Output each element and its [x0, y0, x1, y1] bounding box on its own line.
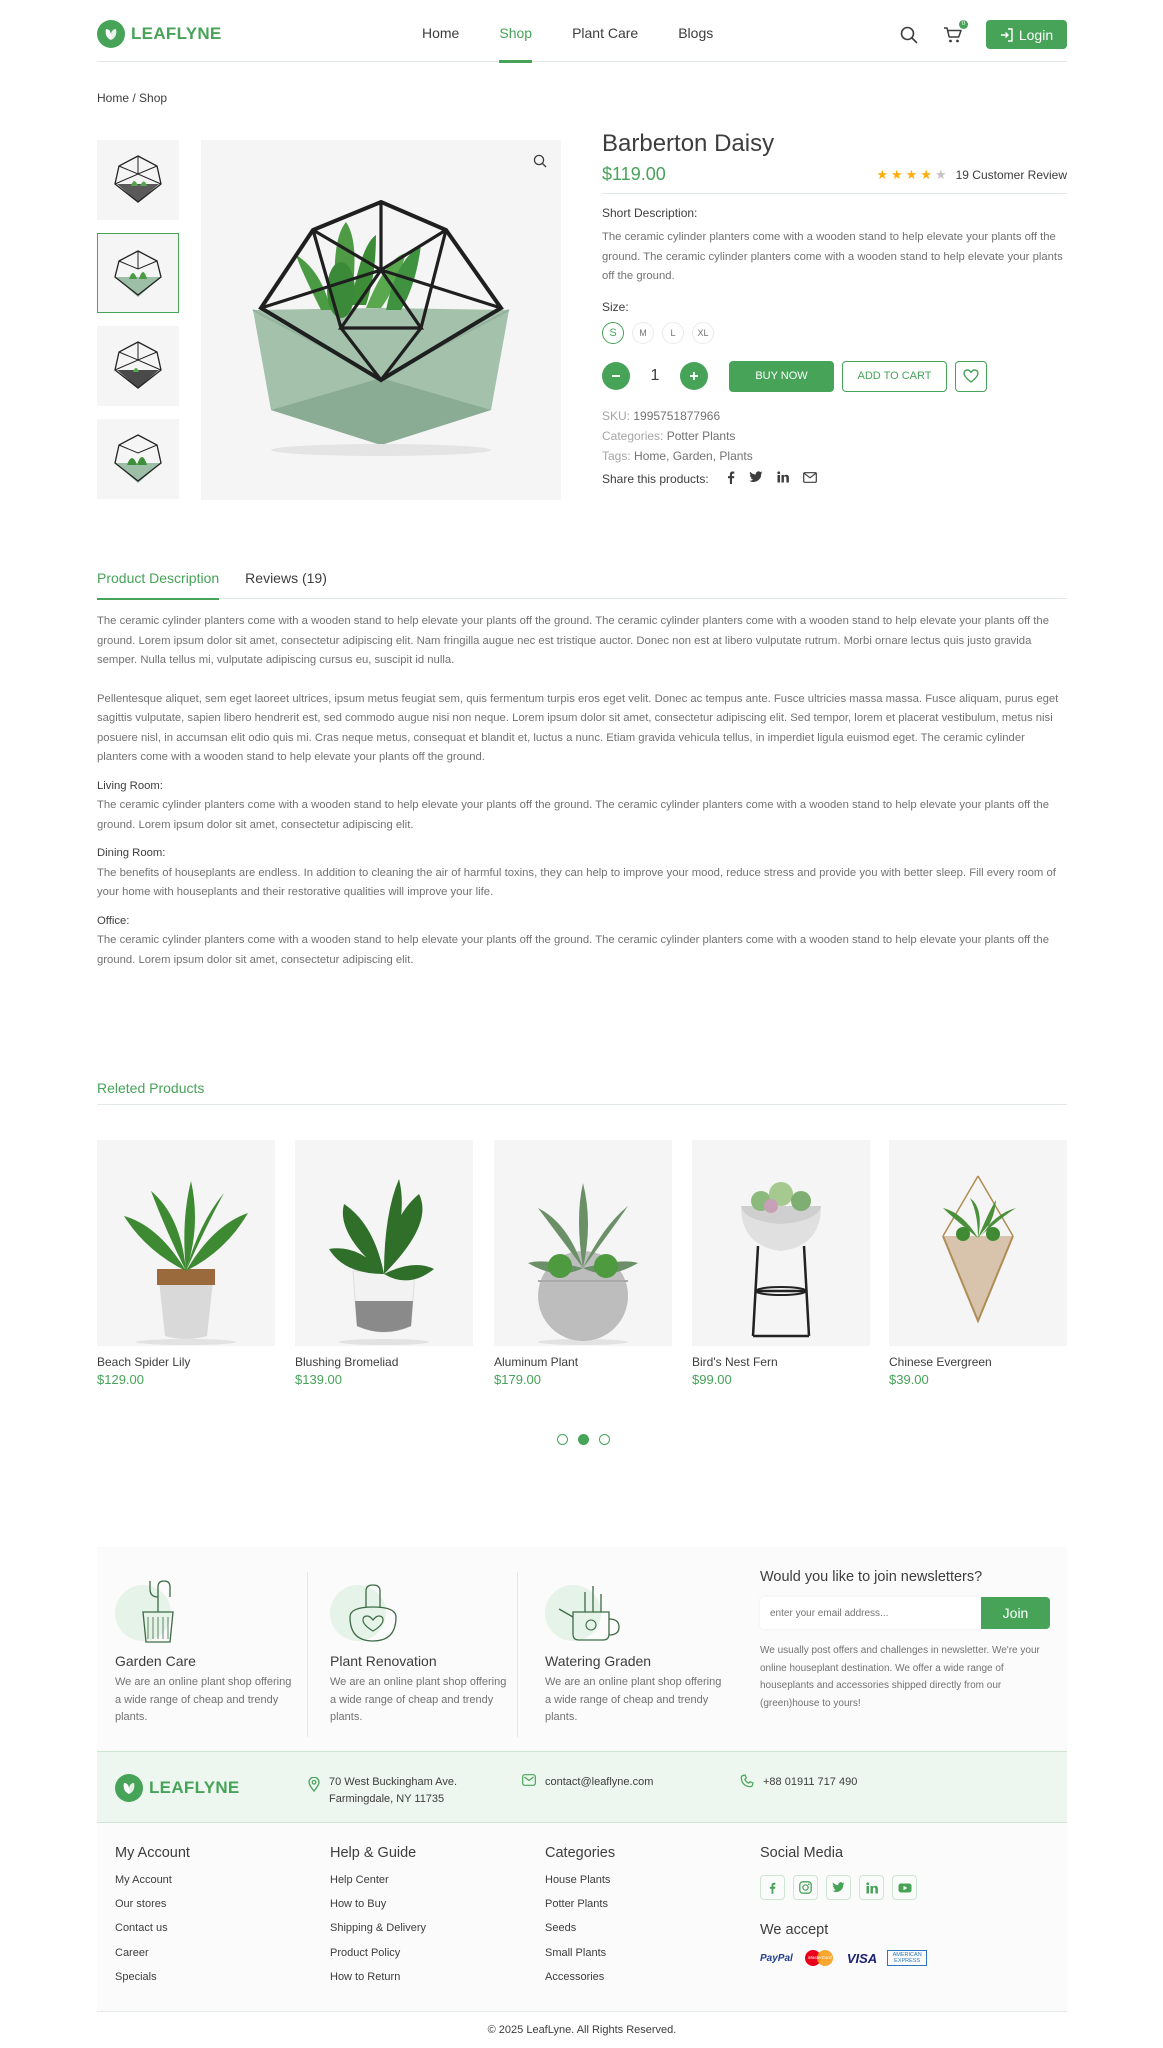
login-label: Login [1018, 26, 1054, 43]
size-option-s[interactable]: S [602, 322, 624, 344]
footer-col-help-guide [330, 1845, 426, 1989]
related-product-image [97, 1140, 275, 1346]
feature-desc: We are an online plant shop offering a wide range of cheap and trendy plants. [545, 1676, 722, 1723]
related-product-name[interactable]: Aluminum Plant [494, 1355, 579, 1369]
gallery-thumb-1[interactable] [97, 140, 179, 220]
feature-desc: We are an online plant shop offering a wide range of cheap and trendy plants. [330, 1676, 507, 1723]
office-heading: Office: [97, 914, 130, 927]
related-product-image [295, 1140, 473, 1346]
footer-link[interactable]: Potter Plants [545, 1898, 608, 1911]
categories-label: Categories: [602, 428, 664, 443]
visa-logo: VISA [846, 1950, 878, 1966]
breadcrumb: Home / Shop [97, 91, 168, 105]
short-description: The ceramic cylinder planters come with a wooden stand to help elevate your plants off the ground. The ceramic cylinder planters come with a wooden stand to help elevate your plants off the ground. [602, 231, 1063, 283]
location-icon [308, 1777, 320, 1792]
carousel-dot-3[interactable] [599, 1434, 610, 1445]
brand-logo[interactable] [97, 20, 222, 48]
gallery-thumb-4[interactable] [97, 419, 179, 499]
related-products-title: Releted Products [97, 1080, 205, 1096]
payment-methods [760, 1948, 927, 1968]
heart-pot-icon [330, 1567, 410, 1647]
product-info [602, 130, 1067, 487]
related-product-name[interactable]: Chinese Evergreen [889, 1355, 992, 1369]
sku-value: 1995751877966 [633, 408, 721, 423]
sku-label: SKU: [602, 408, 631, 423]
related-product-card[interactable] [889, 1140, 1067, 1387]
share-label: Share this products: [602, 471, 709, 486]
social-media-title: Social Media [760, 1845, 844, 1861]
star-icon: ★ [876, 166, 888, 182]
twitter-icon[interactable] [826, 1875, 851, 1900]
related-product-image [692, 1140, 870, 1346]
newsletter-join-button[interactable]: Join [981, 1597, 1050, 1629]
twitter-icon[interactable] [749, 471, 763, 486]
site-header [97, 0, 1067, 62]
footer-link[interactable]: How to Return [330, 1970, 401, 1983]
tab-product-description[interactable]: Product Description [97, 570, 219, 599]
carousel-dot-2[interactable] [578, 1434, 589, 1445]
size-label: Size: [602, 299, 629, 314]
product-price: $119.00 [602, 164, 666, 184]
carousel-dot-1[interactable] [557, 1434, 568, 1445]
feature-watering-garden [545, 1567, 725, 1727]
nav-blogs[interactable]: Blogs [678, 25, 714, 41]
footer-link[interactable]: Shipping & Delivery [330, 1922, 426, 1935]
feature-title: Garden Care [115, 1653, 196, 1669]
footer-link[interactable]: Contact us [115, 1922, 168, 1935]
cart-count-badge: 0 [959, 20, 968, 29]
newsletter [760, 1569, 1050, 1712]
related-product-card[interactable] [295, 1140, 473, 1387]
footer-link[interactable]: House Plants [545, 1874, 611, 1886]
we-accept-title: We accept [760, 1922, 829, 1938]
footer-link[interactable]: Help Center [330, 1874, 389, 1886]
tags-value[interactable]: Home, Garden, Plants [634, 448, 753, 463]
plus-icon [689, 371, 699, 381]
phone-text: +88 01911 717 490 [763, 1776, 858, 1788]
feature-garden-care [115, 1567, 295, 1727]
nav-shop[interactable]: Shop [479, 0, 552, 62]
login-button[interactable] [986, 20, 1067, 49]
contact-strip [97, 1751, 1067, 1823]
gallery-thumb-3[interactable] [97, 326, 179, 406]
footer-link[interactable]: Accessories [545, 1970, 605, 1983]
sku-row [602, 409, 1067, 423]
related-divider [97, 1104, 1067, 1105]
star-empty-icon: ★ [934, 166, 947, 182]
facebook-icon[interactable] [760, 1875, 785, 1900]
product-title: Barberton Daisy [602, 130, 775, 157]
cactus-pot-icon [115, 1567, 195, 1647]
short-desc-label: Short Description: [602, 206, 698, 220]
wishlist-button[interactable] [955, 361, 987, 392]
size-option-l[interactable]: L [662, 322, 684, 344]
description-paragraph-1: The ceramic cylinder planters come with a wooden stand to help elevate your plants off the ground. The ceramic cylinder planters come with a wooden stand to help elevate your plants off the ground. Lorem ipsum dolor sit amet, consectetur adipiscing elit. Nam fringilla augue nec est tristique auctor. Donec non est at libero vulputate rutrum. Morbi ornare lectus quis justo gravida semper. Nulla tellus mi, vulputate adipiscing cursus eu, suscipit id nulla. [97, 615, 1049, 666]
related-product-price: $179.00 [494, 1372, 541, 1387]
footer-col-title: Categories [545, 1845, 616, 1861]
newsletter-title: Would you like to join newsletters? [760, 1569, 983, 1585]
footer-link[interactable]: My Account [115, 1874, 172, 1886]
contact-phone[interactable] [740, 1774, 857, 1791]
related-product-price: $99.00 [692, 1372, 732, 1387]
star-icon: ★ [905, 166, 918, 182]
cart-icon[interactable] [942, 20, 966, 46]
related-product-card[interactable] [97, 1140, 275, 1387]
mastercard-logo: MasterCard [803, 1948, 837, 1968]
quantity-increase-button[interactable] [680, 362, 708, 390]
product-main-image [201, 140, 561, 500]
description-content [97, 612, 1067, 983]
amex-logo: AMERICAN EXPRESS [887, 1950, 927, 1966]
mail-icon[interactable] [803, 472, 817, 486]
size-option-m[interactable]: M [632, 322, 654, 344]
related-product-card[interactable] [494, 1140, 672, 1387]
footer-link[interactable]: Career [115, 1946, 149, 1959]
tags-row [602, 449, 1067, 463]
contact-email[interactable] [522, 1774, 653, 1791]
footer-link[interactable]: How to Buy [330, 1898, 387, 1911]
feature-plant-renovation [330, 1567, 510, 1727]
related-product-card[interactable] [692, 1140, 870, 1387]
footer-link[interactable]: Product Policy [330, 1946, 401, 1959]
newsletter-email-input[interactable] [760, 1597, 981, 1629]
footer-link[interactable]: Small Plants [545, 1946, 607, 1959]
quantity-value[interactable]: 1 [650, 367, 660, 385]
instagram-icon[interactable] [793, 1875, 818, 1900]
tags-label: Tags: [602, 448, 631, 463]
watering-can-icon [545, 1567, 625, 1647]
main-nav [402, 0, 733, 62]
star-icon: ★ [891, 166, 903, 182]
related-product-image [889, 1140, 1067, 1346]
footer-link[interactable]: Specials [115, 1970, 157, 1983]
linkedin-icon[interactable] [777, 471, 789, 486]
related-product-price: $129.00 [97, 1372, 144, 1387]
categories-value[interactable]: Potter Plants [666, 428, 736, 443]
size-selector [602, 322, 1067, 344]
quantity-decrease-button[interactable] [602, 362, 630, 390]
star-icon: ★ [920, 166, 932, 182]
related-product-name[interactable]: Blushing Bromeliad [295, 1355, 399, 1369]
footer-col-social [760, 1845, 927, 1968]
related-product-price: $139.00 [295, 1372, 342, 1387]
copyright: © 2025 LeafLyne. All Rights Reserved. [97, 2011, 1067, 2036]
leaf-logo-icon [115, 1774, 143, 1802]
related-product-name[interactable]: Bird's Nest Fern [692, 1355, 778, 1369]
terrarium-illustration [201, 140, 561, 500]
nav-home[interactable]: Home [422, 25, 460, 41]
related-product-name[interactable]: Beach Spider Lily [97, 1355, 191, 1369]
heart-icon [963, 369, 979, 383]
leaf-logo-icon [97, 20, 125, 48]
features-section [97, 1547, 1067, 1751]
add-to-cart-button[interactable]: ADD TO CART [842, 361, 947, 392]
feature-title: Watering Graden [545, 1653, 652, 1669]
search-icon[interactable] [898, 24, 920, 46]
product-tabs [97, 570, 1067, 599]
gallery-thumb-2[interactable] [97, 233, 179, 313]
paypal-logo: PayPal [760, 1952, 793, 1964]
footer-link[interactable]: Seeds [545, 1922, 577, 1935]
footer-col-my-account [115, 1845, 190, 1989]
product-rating [876, 167, 1067, 183]
dining-room-heading: Dining Room: [97, 847, 166, 859]
zoom-icon[interactable] [533, 154, 547, 173]
youtube-icon[interactable] [892, 1875, 917, 1900]
newsletter-desc: We usually post offers and challenges in newsletter. We're your online houseplant destination. We offer a wide range of houseplants and accessories shipped directly from our (green)house to yours! [760, 1645, 1040, 1709]
brand-name: LEAFLYNE [149, 1778, 240, 1797]
size-option-xl[interactable]: XL [692, 322, 714, 344]
address-line-1: 70 West Buckingham Ave. [329, 1776, 457, 1788]
office-text: The ceramic cylinder planters come with a wooden stand to help elevate your plants off the ground. The ceramic cylinder planters come with a wooden stand to help elevate your plants off the ground. Lorem ipsum dolor sit amet, consectetur adipiscing elit. [97, 934, 1049, 966]
feature-desc: We are an online plant shop offering a wide range of cheap and trendy plants. [115, 1676, 292, 1723]
login-icon [1000, 28, 1014, 42]
minus-icon [611, 371, 621, 381]
related-product-price: $39.00 [889, 1372, 929, 1387]
footer-link[interactable]: Our stores [115, 1898, 167, 1911]
dining-room-text: The benefits of houseplants are endless. In addition to cleaning the air of harmful toxins, they can help to improve your mood, reduce stress and provide you with better sleep. Fill every room of your home with houseplants and their restorative qualities will improve your life. [97, 866, 1056, 898]
footer-col-categories [545, 1845, 615, 1989]
address-line-2: Farmingdale, NY 11735 [329, 1793, 445, 1805]
feature-title: Plant Renovation [330, 1653, 437, 1669]
carousel-pagination [557, 1434, 610, 1445]
footer-links [97, 1823, 1067, 2011]
buy-now-button[interactable]: BUY NOW [729, 361, 834, 392]
review-count[interactable]: 19 Customer Review [955, 167, 1067, 182]
footer-brand-logo[interactable] [115, 1774, 240, 1802]
brand-name: LEAFLYNE [131, 24, 222, 43]
share-row [602, 471, 1067, 487]
email-text: contact@leaflyne.com [545, 1776, 654, 1788]
living-room-heading: Living Room: [97, 779, 163, 792]
footer-col-title: My Account [115, 1845, 190, 1861]
related-product-image [494, 1140, 672, 1346]
description-paragraph-2: Pellentesque aliquet, sem eget laoreet ultrices, ipsum metus feugiat sem, quis fermentum turpis eros eget velit. Donec ac tempus ante. Fusce ultricies massa massa. Fusce aliquam, purus eget sagittis vulputate, sapien libero hendrerit est, sed commodo augue nisi non neque. Lorem ipsum dolor sit amet, consectetur adipiscing elit. Sed tempor, lorem et placerat vestibulum, metus nisi posuere nisl, in accumsan elit odio quis mi. Cras neque metus, consequat et blandit et, luctus a nunc. Etiam gravida vehicula tellus, in imperdiet ligula euismod eget. The ceramic cylinder planters come with a wooden stand to help elevate your plants off the ground. [97, 692, 1059, 763]
email-icon [522, 1774, 536, 1786]
contact-address [308, 1774, 457, 1808]
facebook-icon[interactable] [727, 471, 735, 487]
footer-col-title: Help & Guide [330, 1845, 417, 1861]
tab-reviews[interactable]: Reviews (19) [245, 570, 327, 586]
nav-plant-care[interactable]: Plant Care [572, 25, 639, 41]
living-room-text: The ceramic cylinder planters come with a wooden stand to help elevate your plants off the ground. The ceramic cylinder planters come with a wooden stand to help elevate your plants off the ground. Lorem ipsum dolor sit amet, consectetur adipiscing elit. [97, 799, 1049, 831]
linkedin-icon[interactable] [859, 1875, 884, 1900]
categories-row [602, 429, 1067, 443]
phone-icon [740, 1774, 754, 1788]
